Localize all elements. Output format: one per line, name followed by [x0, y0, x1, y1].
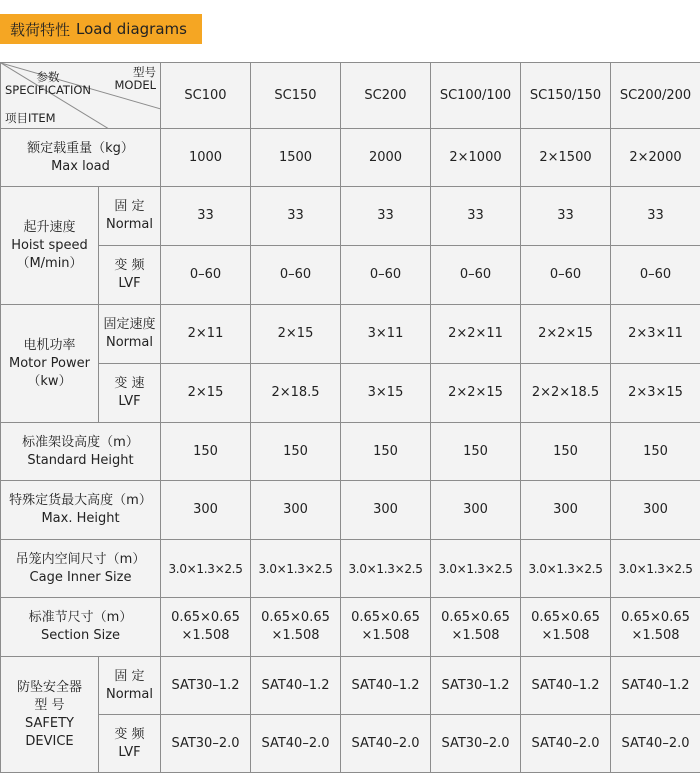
table-cell: 33: [161, 187, 251, 246]
table-cell: 0.65×0.65 ×1.508: [341, 598, 431, 657]
row-label-standard-height: 标准架设高度（m） Standard Height: [1, 423, 161, 481]
table-cell: 0–60: [341, 246, 431, 305]
table-cell: 300: [251, 481, 341, 540]
row-label-hoist-speed: 起升速度 Hoist speed （M/min）: [1, 187, 99, 305]
table-cell: 0.65×0.65 ×1.508: [521, 598, 611, 657]
header-diagonal-cell: [1, 63, 161, 129]
table-cell: 300: [341, 481, 431, 540]
table-cell: SAT40–1.2: [341, 657, 431, 715]
table-cell: 2×2×15: [431, 364, 521, 423]
table-row: [1, 246, 700, 305]
sub-label-lvf: 变 速 LVF: [99, 364, 161, 423]
model-sc200: SC200: [341, 63, 431, 129]
table-cell: SAT40–1.2: [521, 657, 611, 715]
load-diagram-table: [0, 62, 700, 773]
table-cell: 300: [431, 481, 521, 540]
sub-label-normal: 固 定 Normal: [99, 187, 161, 246]
table-cell: 2×3×15: [611, 364, 700, 423]
table-cell: 3.0×1.3×2.5: [521, 540, 611, 598]
table-cell: SAT30–1.2: [431, 657, 521, 715]
table-row: [1, 715, 700, 773]
table-cell: 150: [341, 423, 431, 481]
table-cell: SAT40–2.0: [251, 715, 341, 773]
table-cell: 150: [611, 423, 700, 481]
table-cell: 1000: [161, 129, 251, 187]
table-cell: 2×2×18.5: [521, 364, 611, 423]
model-sc100: SC100: [161, 63, 251, 129]
table-cell: SAT40–2.0: [521, 715, 611, 773]
table-cell: 33: [341, 187, 431, 246]
table-cell: 33: [611, 187, 700, 246]
table-row: [1, 481, 700, 540]
table-row: [1, 657, 700, 715]
table-cell: 1500: [251, 129, 341, 187]
row-label-motor-power: 电机功率 Motor Power （kw）: [1, 305, 99, 423]
table-cell: 150: [251, 423, 341, 481]
table-row: [1, 187, 700, 246]
table-cell: 150: [521, 423, 611, 481]
sub-label-lvf: 变 频 LVF: [99, 246, 161, 305]
table-cell: SAT40–1.2: [611, 657, 700, 715]
table-cell: SAT30–1.2: [161, 657, 251, 715]
table-cell: 2×2000: [611, 129, 700, 187]
table-cell: 3.0×1.3×2.5: [611, 540, 700, 598]
model-label: 型号 MODEL: [114, 65, 156, 92]
row-label-cage-size: 吊笼内空间尺寸（m） Cage Inner Size: [1, 540, 161, 598]
table-cell: 2000: [341, 129, 431, 187]
title-cn: 载荷特性: [10, 20, 71, 39]
table-cell: 33: [431, 187, 521, 246]
table-cell: 0–60: [251, 246, 341, 305]
table-cell: 0–60: [161, 246, 251, 305]
row-label-max-height: 特殊定货最大高度（m） Max. Height: [1, 481, 161, 540]
table-cell: 2×15: [251, 305, 341, 364]
table-cell: 2×15: [161, 364, 251, 423]
item-label: 项目ITEM: [5, 111, 56, 125]
table-cell: 2×1500: [521, 129, 611, 187]
model-sc150: SC150: [251, 63, 341, 129]
table-cell: 2×2×11: [431, 305, 521, 364]
table-cell: 0.65×0.65 ×1.508: [251, 598, 341, 657]
table-cell: 300: [521, 481, 611, 540]
table-row: [1, 364, 700, 423]
table-cell: SAT30–2.0: [431, 715, 521, 773]
header-row: [1, 63, 700, 129]
row-label-section-size: 标准节尺寸（m） Section Size: [1, 598, 161, 657]
table-cell: 2×18.5: [251, 364, 341, 423]
table-cell: 0.65×0.65 ×1.508: [611, 598, 700, 657]
title-en: Load diagrams: [76, 20, 187, 38]
table-cell: 2×2×15: [521, 305, 611, 364]
table-row: [1, 423, 700, 481]
table-row: [1, 540, 700, 598]
table-cell: 0.65×0.65 ×1.508: [161, 598, 251, 657]
table-cell: 150: [161, 423, 251, 481]
section-title: [0, 14, 202, 44]
row-label-safety-device: 防坠安全器 型 号 SAFETY DEVICE: [1, 657, 99, 773]
table-cell: SAT40–2.0: [611, 715, 700, 773]
table-row: [1, 598, 700, 657]
table-cell: 3×11: [341, 305, 431, 364]
table-cell: 3.0×1.3×2.5: [431, 540, 521, 598]
model-sc100-100: SC100/100: [431, 63, 521, 129]
sub-label-lvf: 变 频 LVF: [99, 715, 161, 773]
table-row: [1, 305, 700, 364]
model-sc200-200: SC200/200: [611, 63, 700, 129]
row-label-max-load: 额定载重量（kg） Max load: [1, 129, 161, 187]
table-cell: 150: [431, 423, 521, 481]
table-cell: 3×15: [341, 364, 431, 423]
table-cell: 0–60: [521, 246, 611, 305]
table-cell: 2×1000: [431, 129, 521, 187]
sub-label-normal: 固 定 Normal: [99, 657, 161, 715]
table-cell: 33: [521, 187, 611, 246]
sub-label-normal: 固定速度 Normal: [99, 305, 161, 364]
table-cell: 300: [161, 481, 251, 540]
table-cell: 3.0×1.3×2.5: [341, 540, 431, 598]
table-cell: 2×11: [161, 305, 251, 364]
table-cell: 300: [611, 481, 700, 540]
model-sc150-150: SC150/150: [521, 63, 611, 129]
table-cell: 0.65×0.65 ×1.508: [431, 598, 521, 657]
table-cell: 33: [251, 187, 341, 246]
table-cell: 3.0×1.3×2.5: [251, 540, 341, 598]
table-cell: 2×3×11: [611, 305, 700, 364]
table-cell: SAT40–1.2: [251, 657, 341, 715]
specification-label: 参数 SPECIFICATION: [5, 70, 92, 97]
table-cell: 3.0×1.3×2.5: [161, 540, 251, 598]
table-cell: 0–60: [611, 246, 700, 305]
table-cell: SAT30–2.0: [161, 715, 251, 773]
table-row: [1, 129, 700, 187]
table-cell: 0–60: [431, 246, 521, 305]
table-cell: SAT40–2.0: [341, 715, 431, 773]
